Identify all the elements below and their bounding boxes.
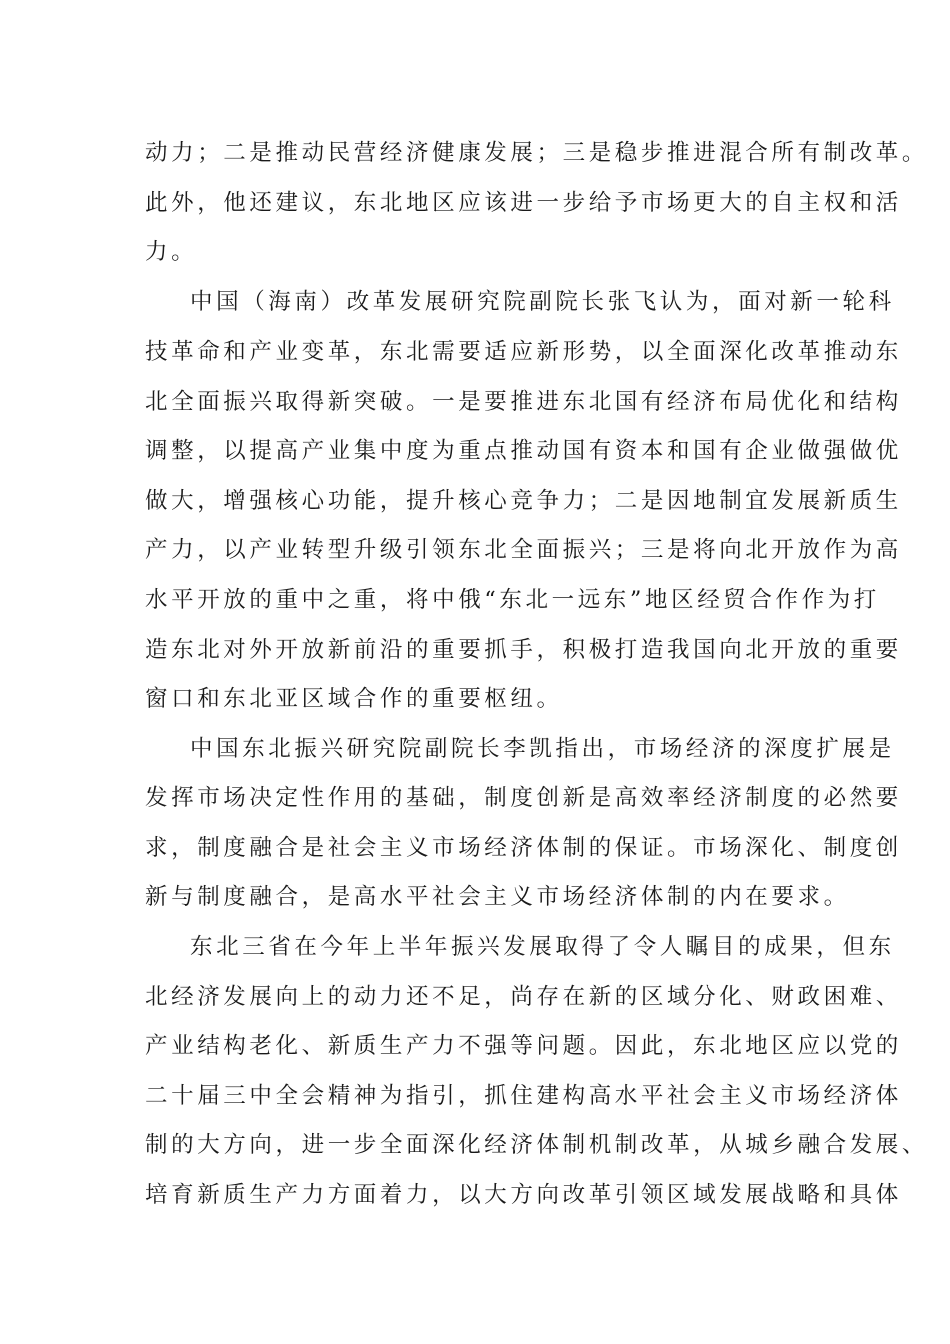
- text-line: 发挥市场决定性作用的基础，制度创新是高效率经济制度的必然要: [145, 785, 902, 811]
- text-line: 培育新质生产力方面着力，以大方向改革引领区域发展战略和具体: [145, 1182, 902, 1208]
- text-line: 求，制度融合是社会主义市场经济体制的保证。市场深化、制度创: [145, 835, 902, 861]
- text-line: 造东北对外开放新前沿的重要抓手，积极打造我国向北开放的重要: [145, 637, 902, 663]
- text-line: 技革命和产业变革，东北需要适应新形势，以全面深化改革推动东: [145, 339, 902, 365]
- text-line: 北全面振兴取得新突破。一是要推进东北国有经济布局优化和结构: [145, 389, 902, 415]
- text-line: 动力；二是推动民营经济健康发展；三是稳步推进混合所有制改革。: [145, 140, 929, 166]
- paragraph-first-line: 中国（海南）改革发展研究院副院长张飞认为，面对新一轮科: [190, 289, 895, 315]
- paragraph-first-line: 中国东北振兴研究院副院长李凯指出，市场经济的深度扩展是: [190, 736, 895, 762]
- text-line: 北经济发展向上的动力还不足，尚存在新的区域分化、财政困难、: [145, 984, 902, 1010]
- text-line: 制的大方向，进一步全面深化经济体制机制改革，从城乡融合发展、: [145, 1132, 929, 1158]
- text-line: 调整，以提高产业集中度为重点推动国有资本和国有企业做强做优: [145, 438, 902, 464]
- text-line: 做大，增强核心功能，提升核心竞争力；二是因地制宜发展新质生: [145, 488, 902, 514]
- text-line: 水平开放的重中之重，将中俄“东北一远东”地区经贸合作作为打: [145, 587, 880, 613]
- text-line: 新与制度融合，是高水平社会主义市场经济体制的内在要求。: [145, 884, 850, 910]
- text-line: 力。: [145, 239, 198, 265]
- text-line: 二十届三中全会精神为指引，抓住建构高水平社会主义市场经济体: [145, 1083, 902, 1109]
- text-line: 产业结构老化、新质生产力不强等问题。因此，东北地区应以党的: [145, 1033, 902, 1059]
- text-line: 窗口和东北亚区域合作的重要枢纽。: [145, 686, 563, 712]
- text-line: 产力，以产业转型升级引领东北全面振兴；三是将向北开放作为高: [145, 537, 902, 563]
- paragraph-first-line: 东北三省在今年上半年振兴发展取得了令人瞩目的成果，但东: [190, 934, 895, 960]
- text-line: 此外，他还建议，东北地区应该进一步给予市场更大的自主权和活: [145, 190, 902, 216]
